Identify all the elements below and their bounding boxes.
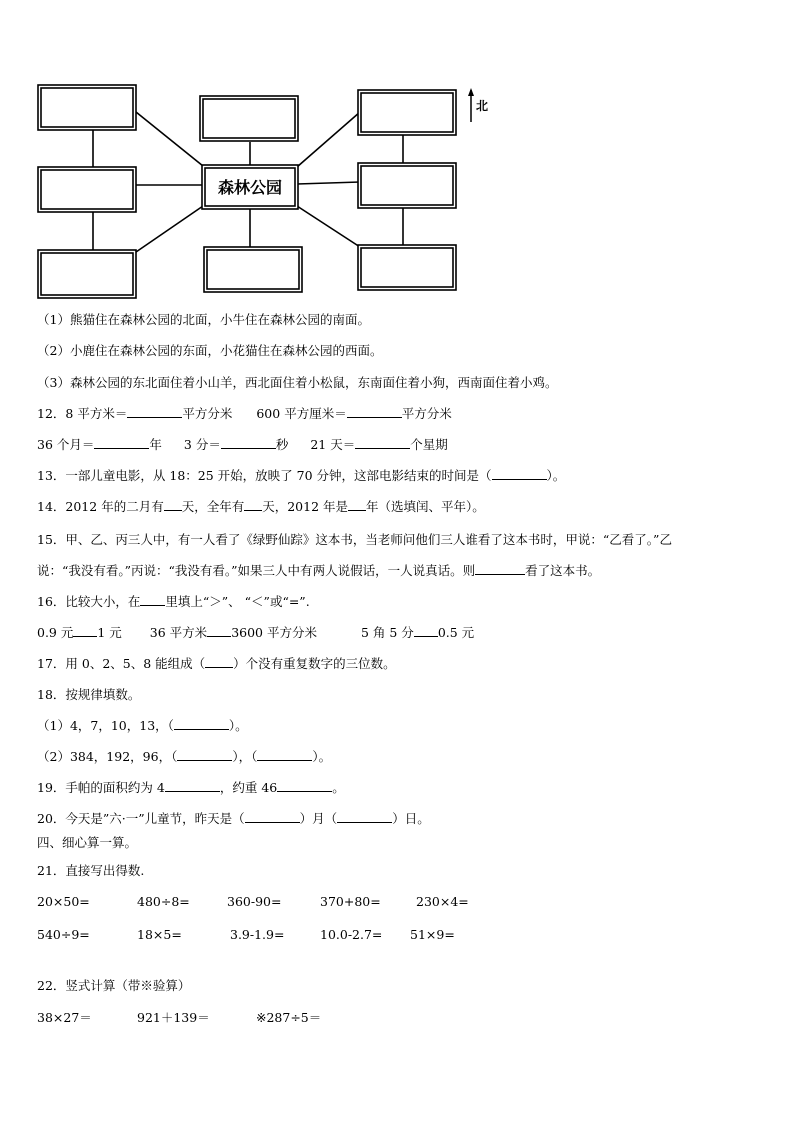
q20-line: 20．今天是”六·一”儿童节，昨天是（ ）月（ ）日。 xyxy=(37,811,430,826)
q12-b-right: 平方分米 xyxy=(401,406,452,421)
q13-end: ）。 xyxy=(546,468,566,483)
q22-title: 22．竖式计算（带※验算） xyxy=(37,978,191,993)
q18-blank-2[interactable] xyxy=(177,748,232,761)
calc-item: 3.9-1.9= xyxy=(230,927,285,942)
q11-line-2: （2）小鹿住在森林公园的东面，小花猫住在森林公园的西面。 xyxy=(37,343,383,358)
q12-e-left: 21 天＝ xyxy=(310,437,356,452)
calc-item: 921＋139＝ xyxy=(137,1010,210,1025)
q12-a-right: 平方分米 xyxy=(182,406,233,421)
q13-text: 13．一部儿童电影，从 18：25 开始，放映了 70 分钟，这部电影结束的时间是（ xyxy=(37,468,492,483)
north-label: 北 xyxy=(476,99,489,113)
q11-line-1: （1）熊猫住在森林公园的北面，小牛住在森林公园的南面。 xyxy=(37,312,370,327)
connector-line xyxy=(297,206,360,247)
q14-blank-1[interactable] xyxy=(164,498,182,511)
calc-item: 51×9= xyxy=(410,927,455,942)
calc-item: 18×5= xyxy=(137,927,182,942)
q12-e-blank[interactable] xyxy=(355,436,410,449)
q12-d-left: 3 分＝ xyxy=(183,437,221,452)
box-southwest-inner xyxy=(41,253,133,295)
calc-item: 370+80= xyxy=(320,894,381,909)
q12-d-right: 秒 xyxy=(275,437,289,452)
calc-item: 230×4= xyxy=(416,894,469,909)
box-southeast-inner xyxy=(361,248,453,287)
q19-blank-1[interactable] xyxy=(165,779,220,792)
q11-line-3: （3）森林公园的东北面住着小山羊，西北面住着小松鼠，东南面住着小狗，西南面住着小鸡。 xyxy=(37,375,558,390)
q16-line-2: 0.9 元 1 元 36 平方米 3600 平方分米 5 角 5 分 0.5 元 xyxy=(37,625,475,640)
forest-park-map xyxy=(0,0,794,310)
q16-line-1: 16．比较大小，在 里填上“＞”、 “＜”或“=”. xyxy=(37,594,310,609)
q18-line-2: （2）384，192，96，（ ），（ ）。 xyxy=(37,749,332,764)
q17-blank[interactable] xyxy=(205,655,233,668)
q19-blank-2[interactable] xyxy=(277,779,332,792)
box-east-inner xyxy=(361,166,453,205)
section-heading: 四、细心算一算。 xyxy=(37,835,138,850)
q14-blank-3[interactable] xyxy=(348,498,366,511)
q22-row xyxy=(37,1009,737,1027)
connector-line xyxy=(136,112,203,166)
calc-item: 480÷8= xyxy=(137,894,190,909)
q19-line: 19．手帕的面积约为 4 ，约重 46 。 xyxy=(37,780,345,795)
q18-blank-3[interactable] xyxy=(257,748,312,761)
q20-blank-2[interactable] xyxy=(337,810,392,823)
q16-blank-a[interactable] xyxy=(73,624,97,637)
box-south-inner xyxy=(207,250,299,289)
calc-item: 360-90= xyxy=(227,894,282,909)
q14-line: 14．2012 年的二月有 天，全年有 天，2012 年是 年（选填闰、平年）。 xyxy=(37,499,485,514)
connector-line xyxy=(297,112,360,167)
q16-blank-example xyxy=(140,593,165,606)
north-arrow-icon xyxy=(468,88,488,122)
q14-blank-2[interactable] xyxy=(244,498,262,511)
connector-line xyxy=(297,182,360,184)
q16-blank-c[interactable] xyxy=(414,624,438,637)
box-northwest-inner xyxy=(41,88,133,127)
calc-item: 20×50= xyxy=(37,894,90,909)
q13-line xyxy=(37,467,565,485)
q16-blank-b[interactable] xyxy=(207,624,231,637)
q21-row-1 xyxy=(37,893,737,911)
q12-a-left: 8 平方米＝ xyxy=(65,406,128,421)
q12-b-left: 600 平方厘米＝ xyxy=(256,406,347,421)
q13-blank[interactable] xyxy=(492,467,547,480)
calc-item: 10.0-2.7= xyxy=(320,927,383,942)
q17-line: 17．用 0、2、5、8 能组成（ ）个没有重复数字的三位数。 xyxy=(37,656,396,671)
q21-row-2 xyxy=(37,926,737,944)
q12-line-2 xyxy=(37,436,448,454)
box-north-inner xyxy=(203,99,295,138)
q15-line-1: 15．甲、乙、丙三人中，有一人看了《绿野仙踪》这本书，当老师问他们三人谁看了这本书时，甲说：“乙看了。”乙 xyxy=(37,532,672,547)
q15-line-2: 说：“我没有看。”丙说：“我没有看。”如果三人中有两人说假话，一人说真话。则 看了这本书。 xyxy=(37,563,601,578)
q18-line-1: （1）4，7，10，13，（ ）。 xyxy=(37,718,248,733)
calc-item: ※287÷5＝ xyxy=(256,1010,322,1025)
connector-line xyxy=(136,206,203,252)
q20-blank-1[interactable] xyxy=(245,810,300,823)
q12-d-blank[interactable] xyxy=(221,436,276,449)
calc-item: 38×27＝ xyxy=(37,1010,92,1025)
q12-c-blank[interactable] xyxy=(94,436,149,449)
q12-c-right: 年 xyxy=(149,437,162,452)
q12-c-left: 36 个月＝ xyxy=(37,437,95,452)
box-west-inner xyxy=(41,170,133,209)
center-label: 森林公园 xyxy=(217,178,283,197)
q12-b-blank[interactable] xyxy=(347,405,402,418)
q12-e-right: 个星期 xyxy=(410,437,448,452)
q21-title: 21．直接写出得数. xyxy=(37,863,145,878)
q12-a-blank[interactable] xyxy=(127,405,182,418)
q12-line-1 xyxy=(37,405,452,423)
q15-blank[interactable] xyxy=(475,562,525,575)
calc-item: 540÷9= xyxy=(37,927,90,942)
q18-blank-1[interactable] xyxy=(174,717,229,730)
q18-title: 18．按规律填数。 xyxy=(37,687,141,702)
q12-number: 12． xyxy=(37,406,66,421)
box-northeast-inner xyxy=(361,93,453,132)
